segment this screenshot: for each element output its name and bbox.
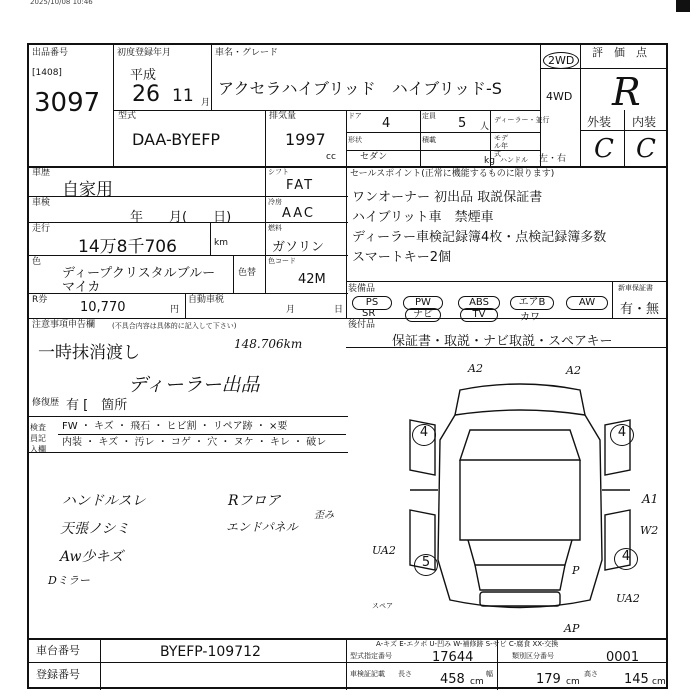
length-label: 長さ <box>398 670 412 678</box>
capacity-unit: 人 <box>480 122 490 132</box>
lot-sub: [1408] <box>32 68 62 78</box>
fuel-label: 燃料 <box>268 224 282 232</box>
sales-point-line: ハイブリット車 禁煙車 <box>352 210 494 225</box>
mark-4: 4 <box>610 424 634 446</box>
doors-value: 4 <box>382 116 391 131</box>
dimensions-label: 車検証記載 <box>350 670 385 678</box>
car-type-value: 自家用 <box>62 180 113 200</box>
model-label: 型式 <box>118 111 137 121</box>
capacity-value: 5 <box>458 116 467 131</box>
corner-mark <box>676 0 690 12</box>
int-value: C <box>636 134 656 164</box>
equip-tv: TV <box>460 308 498 322</box>
mileage-value: 14万8千706 <box>78 237 177 257</box>
equipment-label: 装備品 <box>348 284 376 294</box>
handle-label: ハンドル <box>500 156 528 164</box>
chassis-value: BYEFP-109712 <box>160 644 261 660</box>
displacement-unit: cc <box>326 152 336 162</box>
first-reg-label: 初度登録年月 <box>117 48 172 58</box>
height-value: 145 <box>624 672 649 687</box>
notes-mileage: 148.706km <box>234 337 303 351</box>
shift-value: FAT <box>286 178 315 193</box>
drive-4wd: 4WD <box>546 90 573 103</box>
ext-value: C <box>594 134 614 164</box>
first-reg-month: 11 <box>172 86 194 106</box>
model-designation-value: 17644 <box>432 650 474 665</box>
notes-sub: (不具合内容は具体的に記入して下さい) <box>112 322 237 330</box>
sales-point-line: ワンオーナー 初出品 取説保証書 <box>352 190 543 205</box>
equip-navi: ナビ <box>405 308 441 322</box>
fuel-value: ガソリン <box>272 240 325 255</box>
dealer-stamp: ディーラー出品 <box>128 374 260 396</box>
inspection-value: 年 月( 日) <box>130 210 232 225</box>
doors-label: ドア <box>348 112 362 120</box>
recycle-label: R券 <box>32 295 48 305</box>
lot-number: 3097 <box>34 88 101 118</box>
tax-month-unit: 月 <box>286 305 296 315</box>
dealer-label: ディーラー・並行 <box>494 116 550 124</box>
inspector-row1: FW ・ キズ ・ 飛石 ・ ヒビ割 ・ リペア跡 ・ ×要 <box>62 421 288 432</box>
grade-value: R <box>612 70 641 114</box>
equip-pw: PW <box>403 296 443 310</box>
equip-leather: カワ <box>520 312 540 323</box>
width-label: 幅 <box>486 670 493 678</box>
width-unit: cm <box>566 677 580 687</box>
height-label: 高さ <box>584 670 598 678</box>
mileage-unit: km <box>214 238 228 248</box>
inspection-label: 車検 <box>32 198 51 208</box>
equip-ps: PS <box>352 296 392 310</box>
hand-note: Dミラー <box>48 574 90 587</box>
first-reg-era: 平成 <box>130 68 157 83</box>
width-value: 179 <box>536 672 561 687</box>
mark-4: 4 <box>412 424 436 446</box>
int-label: 内装 <box>632 115 657 129</box>
repair-label: 修復歴 <box>32 398 60 408</box>
ext-label: 外装 <box>587 115 612 129</box>
damage-legend: A-キズ E-エクボ U-凹み W-補修跡 S-サビ C-腐食 XX-交換 <box>376 640 559 648</box>
lot-label: 出品番号 <box>32 48 69 58</box>
car-name-label: 車名・グレード <box>215 48 279 58</box>
grade-label: 評 価 点 <box>592 46 647 59</box>
load-label: 積載 <box>422 136 436 144</box>
shift-label: シフト <box>268 168 289 176</box>
model-year-label: モデル年式 <box>494 134 508 158</box>
inspector-label: 検査員記入欄 <box>30 423 46 454</box>
body-type-value: セダン <box>360 152 388 162</box>
mark-w2: W2 <box>640 524 659 537</box>
first-reg-year: 26 <box>132 82 160 107</box>
body-type-label: 形状 <box>348 136 362 144</box>
car-name-value: アクセラハイブリッド ハイブリッド-S <box>218 79 502 98</box>
first-reg-unit: 月 <box>201 98 211 108</box>
recycle-unit: 円 <box>170 305 180 315</box>
displacement-label: 排気量 <box>269 111 297 121</box>
mark-4: 4 <box>614 548 638 570</box>
hand-note: エンドパネル <box>226 520 298 534</box>
tax-label: 自動車税 <box>188 295 225 305</box>
tax-day-unit: 日 <box>334 305 344 315</box>
reg-number-label: 登録番号 <box>36 668 80 681</box>
category-label: 類別区分番号 <box>512 652 554 660</box>
mark-a2: A2 <box>468 362 483 375</box>
model-designation-label: 型式指定番号 <box>350 652 392 660</box>
aircon-label: 冷房 <box>268 198 282 206</box>
hand-note: 歪み <box>314 510 334 521</box>
hand-note: 天張ノシミ <box>60 521 130 537</box>
chassis-label: 車台番号 <box>36 644 80 657</box>
hand-note: Rフロア <box>228 493 281 509</box>
color-label: 色 <box>32 257 42 267</box>
displacement-value: 1997 <box>285 130 326 149</box>
mark-5: 5 <box>414 554 438 576</box>
mark-p: P <box>572 564 580 577</box>
height-unit: cm <box>652 677 666 687</box>
mark-a2: A2 <box>566 364 581 377</box>
mark-a1: A1 <box>642 492 659 506</box>
mileage-label: 走行 <box>32 224 51 234</box>
new-manual-label: 新車保証書 <box>618 284 653 292</box>
hand-note: ハンドルスレ <box>62 493 146 509</box>
mark-ap: AP <box>564 622 580 635</box>
hand-note: Aw少キズ <box>60 549 124 565</box>
drive-2wd: 2WD <box>543 52 579 69</box>
equip-sr: SR <box>362 308 376 319</box>
aircon-value: AAC <box>282 206 315 221</box>
capacity-label: 定員 <box>422 112 436 120</box>
sales-point-line: ディーラー車検記録簿4枚・点検記録簿多数 <box>352 230 607 245</box>
equip-airbag: エアB <box>510 296 554 310</box>
accessories-value: 保証書・取説・ナビ取説・スペアキー <box>392 334 613 349</box>
car-type-label: 車歴 <box>32 168 51 178</box>
timestamp: 2025/10/08 10:46 <box>30 0 93 6</box>
color-value2: マイカ <box>62 280 101 295</box>
color-code-label: 色コード <box>268 257 296 265</box>
mark-ua2: UA2 <box>616 592 640 605</box>
new-manual-value: 有・無 <box>620 302 660 317</box>
equip-abs: ABS <box>458 296 500 310</box>
recycle-value: 10,770 <box>80 300 126 315</box>
spare-label: スペア <box>372 602 393 610</box>
model-value: DAA-BYEFP <box>132 130 221 149</box>
notes-line1: 一時抹消渡し <box>38 343 140 363</box>
sales-points-label: セールスポイント(正常に機能するものに限ります) <box>350 169 555 179</box>
color-code-value: 42M <box>298 272 326 287</box>
length-value: 458 <box>440 672 465 687</box>
color-value1: ディープクリスタルブルー <box>62 266 216 281</box>
length-unit: cm <box>470 677 484 687</box>
car-body-diagram <box>380 360 660 630</box>
category-value: 0001 <box>606 650 640 665</box>
equip-aw: AW <box>566 296 608 310</box>
notes-label: 注意事項申告欄 <box>32 320 96 330</box>
repair-value: 有 [ 箇所 <box>66 398 128 413</box>
inspector-row2: 内装 ・ キズ ・ 汚レ ・ コゲ ・ 穴 ・ ヌケ ・ キレ ・ 破レ <box>62 437 327 448</box>
load-unit: kg <box>484 156 495 166</box>
color-change-label: 色替 <box>238 268 257 278</box>
handle-value: 左・右 <box>539 154 567 164</box>
accessories-label: 後付品 <box>348 320 376 330</box>
mark-ua2: UA2 <box>372 544 396 557</box>
sales-point-line: スマートキー2個 <box>352 250 452 265</box>
